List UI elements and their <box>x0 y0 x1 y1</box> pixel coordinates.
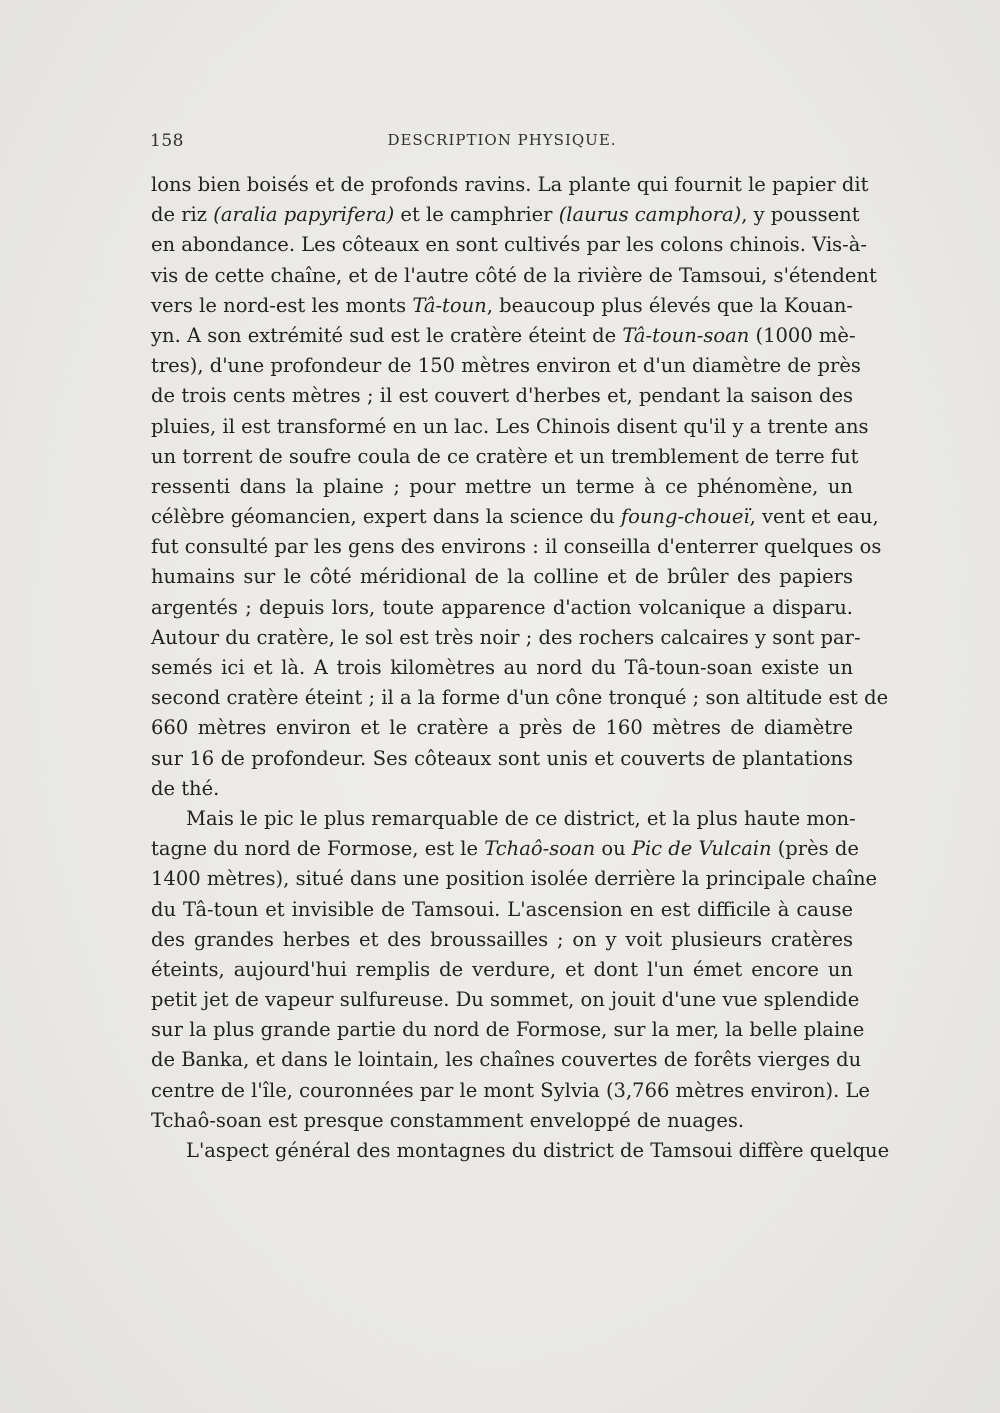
text-line: des grandes herbes et des broussailles ; on y voit plusieurs cratères <box>151 927 853 951</box>
text-line: pluies, il est transformé en un lac. Les Chinois disent qu'il y a trente ans <box>151 414 869 438</box>
text-line: de thé. <box>151 776 220 800</box>
text-segment: de riz <box>151 203 214 227</box>
italic-term: Tâ-toun-soan <box>622 323 750 347</box>
text-segment: célèbre géomancien, expert dans la science du <box>151 505 621 529</box>
text-line <box>151 502 879 532</box>
text-line: un torrent de soufre coula de ce cratère et un tremblement de terre fut <box>151 444 859 468</box>
text-line: 660 mètres environ et le cratère a près de 160 mètres de diamètre <box>151 716 853 740</box>
text-segment: ou <box>595 837 632 861</box>
text-line: L'aspect général des montagnes du district de Tamsoui diffère quelque <box>186 1139 890 1162</box>
text-line: Mais le pic le plus remarquable de ce district, et la plus haute mon- <box>186 806 856 830</box>
text-segment: , beaucoup plus élevés que la Kouan- <box>486 293 853 317</box>
text-line: vis de cette chaîne, et de l'autre côté de la rivière de Tamsoui, s'étendent <box>151 263 877 287</box>
text-line: semés ici et là. A trois kilomètres au nord du Tâ-toun-soan existe un <box>151 656 853 679</box>
text-line: sur la plus grande partie du nord de Formose, sur la mer, la belle plaine <box>151 1018 865 1042</box>
text-line <box>151 200 860 230</box>
text-line: humains sur le côté méridional de la colline et de brûler des papiers <box>151 565 853 589</box>
page-number: 158 <box>150 131 184 151</box>
italic-term: (laurus camphora) <box>558 203 742 227</box>
page-header <box>150 131 854 157</box>
italic-term: Pic de Vulcain <box>631 837 772 861</box>
text-segment: (près de <box>771 837 859 861</box>
text-line: petit jet de vapeur sulfureuse. Du sommet, on jouit d'une vue splendide <box>151 988 860 1012</box>
text-line: tres), d'une profondeur de 150 mètres environ et d'un diamètre de près <box>151 354 861 378</box>
italic-term: (aralia papyrifera) <box>213 203 395 227</box>
text-line: fut consulté par les gens des environs : il conseilla d'enterrer quelques os <box>151 535 882 559</box>
running-title: DESCRIPTION PHYSIQUE. <box>387 131 617 149</box>
text-segment: (1000 mè- <box>749 323 856 347</box>
text-line <box>151 291 853 321</box>
text-segment: et le camphrier <box>394 203 559 227</box>
italic-term: Tchaô-soan <box>484 837 596 861</box>
text-line: Autour du cratère, le sol est très noir ; des rochers calcaires y sont par- <box>151 625 861 649</box>
text-segment: yn. A son extrémité sud est le cratère éteint de <box>151 323 623 347</box>
text-line: en abondance. Les côteaux en sont cultivés par les colons chinois. Vis-à- <box>151 233 867 257</box>
text-line: du Tâ-toun et invisible de Tamsoui. L'ascension en est difficile à cause <box>151 897 853 921</box>
text-segment: , vent et eau, <box>749 505 879 529</box>
text-segment: , y poussent <box>741 203 860 227</box>
text-line: argentés ; depuis lors, toute apparence d'action volcanique a disparu. <box>151 595 853 619</box>
text-line: ressenti dans la plaine ; pour mettre un terme à ce phénomène, un <box>151 474 853 498</box>
text-line: centre de l'île, couronnées par le mont Sylvia (3,766 mètres environ). Le <box>151 1078 870 1102</box>
text-segment: tagne du nord de Formose, est le <box>151 837 485 861</box>
text-line: de Banka, et dans le lointain, les chaînes couvertes de forêts vierges du <box>151 1048 862 1072</box>
text-line: second cratère éteint ; il a la forme d'un cône tronqué ; son altitude est de <box>151 686 889 710</box>
text-line: éteints, aujourd'hui remplis de verdure, et dont l'un émet encore un <box>151 957 853 981</box>
text-line: Tchaô-soan est presque constamment enveloppé de nuages. <box>151 1108 745 1132</box>
text-segment: vers le nord-est les monts <box>151 293 413 317</box>
text-line: sur 16 de profondeur. Ses côteaux sont unis et couverts de plantations <box>151 746 853 770</box>
text-line: 1400 mètres), situé dans une position isolée derrière la principale chaîne <box>151 867 878 891</box>
text-line: de trois cents mètres ; il est couvert d'herbes et, pendant la saison des <box>151 384 853 408</box>
italic-term: foung-choueï <box>620 505 750 529</box>
italic-term: Tâ-toun <box>412 293 487 317</box>
text-line <box>151 321 856 351</box>
text-line: lons bien boisés et de profonds ravins. La plante qui fournit le papier dit <box>151 173 869 196</box>
body-text <box>151 170 890 1166</box>
text-line <box>151 834 859 864</box>
